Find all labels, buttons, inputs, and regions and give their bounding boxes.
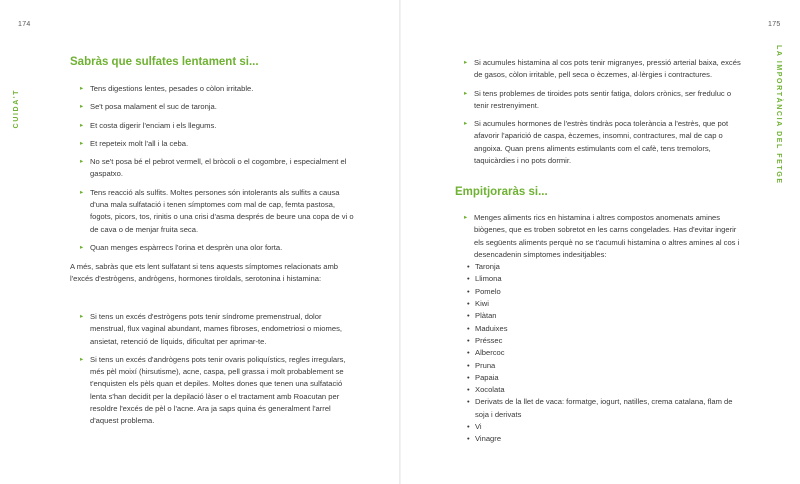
left-bullet-list: [80, 83, 358, 260]
bullet-item: [80, 354, 358, 428]
food-text: Préssec: [475, 335, 503, 345]
bullet-text: No se't posa bé el pebrot vermell, el bròcoli o el cogombre, i especialment el gaspatxo.: [90, 157, 347, 179]
left-bullet-list-2: [80, 311, 358, 434]
bullet-dot-icon: •: [467, 422, 470, 432]
intro-item: [464, 212, 744, 261]
food-item: [467, 298, 744, 310]
food-item: [467, 421, 744, 433]
food-text: Kiwi: [475, 299, 489, 309]
bullet-text: Quan menges espàrrecs l'orina et desprèn una olor forta.: [90, 242, 283, 252]
bullet-text: Si tens un excés d'andrògens pots tenir ovaris poliquístics, regles irregulars, més pèl moixí (hirsutisme), acne, caspa, pell grassa i molt probablement se t'enquisten els pèls quan et depiles. Moltes dones que tenen una sulfatació lenta s'han decidit per la depilació làser o el tractament amb Roacutan per resoldre l'excés de pèl o l'acne. Ara ja saps quina és generalment l'arrel d'aquest problema.: [90, 354, 346, 426]
left-page-number: 174: [18, 21, 31, 28]
bullet-item: [80, 242, 358, 254]
food-item: [467, 347, 744, 359]
food-item: [467, 286, 744, 298]
left-side-title: CUIDA'T: [13, 89, 20, 129]
bullet-dot-icon: •: [467, 335, 470, 345]
food-text: Vi: [475, 422, 482, 432]
food-text: Papaia: [475, 372, 499, 382]
bullet-item: [464, 118, 744, 167]
food-item: [467, 360, 744, 372]
arrow-icon: ▸: [80, 355, 84, 363]
food-item: [467, 261, 744, 273]
bullet-dot-icon: •: [467, 360, 470, 370]
bullet-text: Et repeteix molt l'all i la ceba.: [90, 138, 189, 148]
arrow-icon: ▸: [80, 85, 84, 92]
arrow-icon: ▸: [80, 139, 84, 147]
bullet-text: Si acumules hormones de l'estrès tindràs poca tolerància a l'estrès, que pot afavorir l'aparició de caspa, èczemes, insomni, contractures, mal de cap o angoixa. Quan prens aliments estimulants com el cafè, tens tremolors, taquicàrdies i no pots dormir.: [474, 119, 729, 166]
bullet-dot-icon: •: [467, 286, 470, 296]
arrow-icon: ▸: [80, 103, 84, 111]
arrow-icon: ▸: [80, 243, 84, 251]
food-item: [467, 396, 744, 421]
food-text: Taronja: [475, 262, 500, 272]
bullet-dot-icon: •: [467, 385, 470, 395]
bullet-item: [464, 88, 744, 113]
food-text: Pruna: [475, 360, 496, 370]
food-list: [464, 261, 744, 445]
arrow-icon: ▸: [80, 313, 84, 320]
bullet-item: [80, 83, 358, 95]
right-page-number: 175: [768, 21, 781, 28]
bullet-item: [80, 156, 358, 181]
bullet-item: [80, 101, 358, 113]
bullet-dot-icon: •: [467, 299, 470, 309]
left-heading: Sabràs que sulfates lentament si...: [70, 56, 259, 68]
bullet-text: Se't posa malament el suc de taronja.: [90, 102, 217, 112]
arrow-icon: ▸: [464, 214, 468, 221]
bullet-dot-icon: •: [467, 372, 470, 382]
bullet-text: Tens reacció als sulfits. Moltes persones són intolerants als sulfits a causa d'una mala sulfatació i tenen símptomes com mal de cap, femta pastosa, fogots, picors, tos, rinitis o una crisi d'asma després de beure una copa de vi o de cava o de menjar fruita seca.: [90, 187, 354, 234]
bullet-dot-icon: •: [467, 274, 470, 284]
bullet-text: Tens digestions lentes, pesades o còlon irritable.: [90, 84, 254, 93]
food-item: [467, 433, 744, 445]
food-text: Pomelo: [475, 286, 501, 296]
bullet-dot-icon: •: [467, 262, 470, 272]
bullet-text: Et costa digerir l'enciam i els llegums.: [90, 120, 217, 130]
bullet-text: Si tens un excés d'estrògens pots tenir síndrome premenstrual, dolor menstrual, flux vaginal abundant, mames fibroses, endometriosi o miomes, ansietat, retenció de líquids, dificultat per aprimar-te.: [90, 312, 342, 346]
bullet-item: [80, 138, 358, 150]
bullet-text: Si tens problemes de tiroides pots sentir fatiga, dolors crònics, ser freduluc o tenir restrenyiment.: [474, 88, 732, 110]
food-item: [467, 384, 744, 396]
food-text: Vinagre: [475, 434, 502, 444]
food-text: Llimona: [475, 274, 502, 284]
bullet-item: [80, 120, 358, 132]
bullet-dot-icon: •: [467, 348, 470, 358]
food-item: [467, 323, 744, 335]
right-heading: Empitjoraràs si...: [455, 186, 548, 198]
food-item: [467, 335, 744, 347]
food-text: Albercoc: [475, 348, 505, 358]
food-text: Plàtan: [475, 311, 497, 321]
food-item: [467, 310, 744, 322]
right-side-title: LA IMPORTÀNCIA DEL FETGE: [775, 45, 782, 185]
left-paragraph: A més, sabràs que ets lent sulfatant si tens aquests símptomes relacionats amb l'excés d'estrògens, andrògens, hormones tiroïdals, serotonina i histamina:: [70, 262, 339, 284]
intro-text: Menges aliments rics en histamina i altres compostos anomenats amines biògenes, que es troben sobretot en les carns congelades. Has d'evitar ingerir els següents aliments perquè no se t'acumuli histamina o altres amines al cos i desencadenin símptomes indesitjables:: [474, 213, 740, 259]
arrow-icon: ▸: [80, 121, 84, 129]
bullet-item: [464, 57, 744, 82]
right-content: [464, 212, 744, 446]
book-gutter: [399, 0, 401, 484]
arrow-icon: ▸: [464, 120, 468, 128]
arrow-icon: ▸: [464, 59, 468, 66]
food-item: [467, 273, 744, 285]
bullet-dot-icon: •: [467, 434, 470, 444]
bullet-dot-icon: •: [467, 311, 470, 321]
bullet-item: [80, 187, 358, 236]
food-text: Maduixes: [475, 323, 508, 333]
bullet-text: Si acumules histamina al cos pots tenir migranyes, pressió arterial baixa, excés de gasos, còlon irritable, pell seca o èczemes, al·lèrgies i contractures.: [474, 58, 741, 80]
arrow-icon: ▸: [80, 188, 84, 196]
right-bullet-list: [464, 57, 744, 173]
food-item: [467, 372, 744, 384]
bullet-dot-icon: •: [467, 323, 470, 333]
bullet-item: [80, 311, 358, 348]
food-text: Xocolata: [475, 385, 505, 395]
food-text: Derivats de la llet de vaca: formatge, iogurt, natilles, crema catalana, flam de soja i derivats: [475, 397, 733, 419]
arrow-icon: ▸: [80, 158, 84, 166]
arrow-icon: ▸: [464, 89, 468, 97]
bullet-dot-icon: •: [467, 397, 470, 407]
